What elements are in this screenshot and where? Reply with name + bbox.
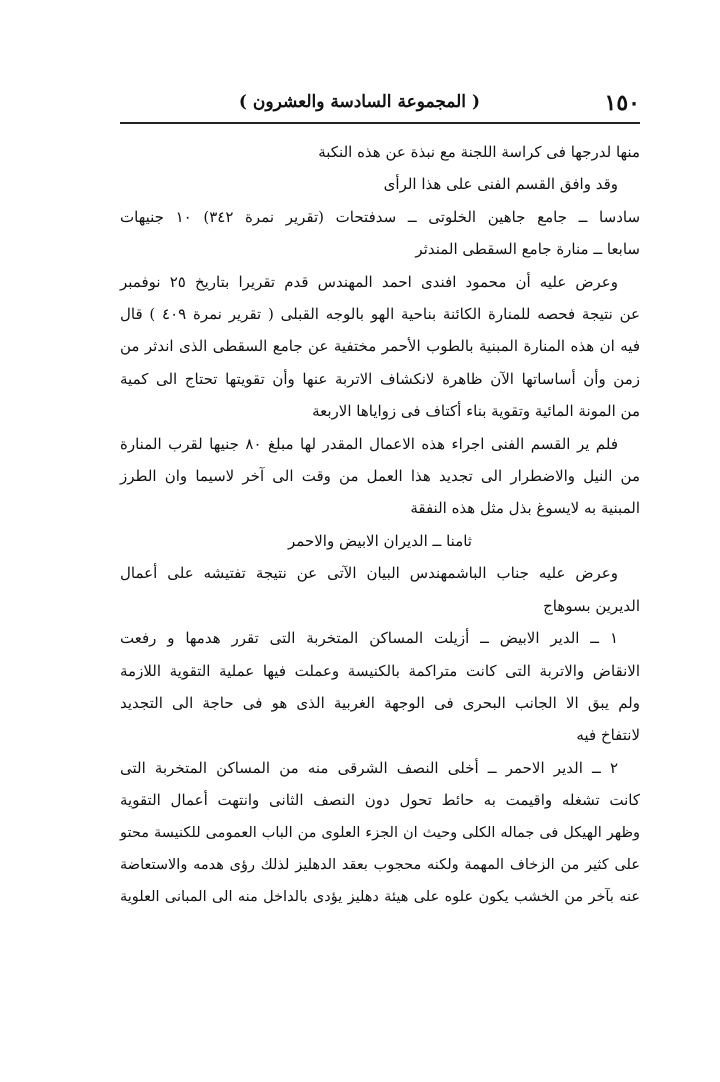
body-text xyxy=(120,136,640,914)
text-line: كانت تشغله واقيمت به حائط تحول دون النصف الثانى وانتهت أعمال التقوية xyxy=(120,791,640,810)
text-line: المبنية به لايسوغ بذل مثل هذه النفقة xyxy=(410,499,640,518)
text-line: فيه ان هذه المنارة المبنية بالطوب الأحمر مختفية عن جامع السقطى الذى اندثر من xyxy=(120,337,640,356)
running-title: ( المجموعة السادسة والعشرون ) xyxy=(238,92,480,112)
text-line: منها لدرجها فى كراسة اللجنة مع نبذة عن هذه النكبة xyxy=(318,143,640,161)
text-line: على كثير من الزخاف المهمة ولكنه محجوب بعقد الدهليز لذلك رؤى هدمه والاستعاضة xyxy=(120,856,640,873)
text-line: عن نتيجة فحصه للمنارة الكائنة بناحية الهو بالوجه القبلى ( تقرير نمرة ٤٠٩ ) قال xyxy=(120,305,640,324)
text-line: سادسا ــ جامع جاهين الخلوتى ــ سدفتحات (تقرير نمرة ٣٤٢) ١٠ جنيهات xyxy=(120,207,641,226)
text-line: من النيل والاضطرار الى تجديد هذا العمل من وقت الى آخر لاسيما وان الطرز xyxy=(120,467,640,486)
text-line: الانقاض والاتربة التى كانت متراكمة بالكنيسة وعملت فيها عملية التقوية اللازمة xyxy=(120,661,640,680)
text-line: الديرين بسوهاج xyxy=(543,596,640,615)
page-header xyxy=(120,88,640,124)
text-line: سابعا ــ منارة جامع السقطى المندثر xyxy=(415,240,640,259)
text-line: فلم ير القسم الفنى اجراء هذه الاعمال المقدر لها مبلغ ٨٠ جنيها لقرب المنارة xyxy=(120,434,618,453)
text-line: لانتفاخ فيه xyxy=(576,726,640,745)
document-page xyxy=(120,88,640,914)
text-line: وعرض عليه جناب الباشمهندس البيان الآتى عن نتيجة تفتيشه على أعمال xyxy=(120,564,618,583)
text-line: عنه بآخر من الخشب يكون علوه على هيئة دهليز يؤدى بالداخل منه الى المبانى العلوية xyxy=(120,889,640,906)
text-line: ١ ــ الدير الابيض ــ أزيلت المساكن المتخربة التى تقرر هدمها و رفعت xyxy=(120,629,618,648)
text-line: وعرض عليه أن محمود افندى احمد المهندس قدم تقريرا بتاريخ ٢٥ نوفمبر xyxy=(120,272,618,291)
text-line: ولم يبق الا الجانب البحرى فى الوجهة الغربية الذى هو فى حاجة الى التجديد xyxy=(120,693,640,712)
text-line: زمن وأن أساساتها الآن ظاهرة لانكشاف الاتربة عنها وأن تقويتها تحتاج الى كمية xyxy=(120,369,640,388)
text-line: ٢ ــ الدير الاحمر ــ أخلى النصف الشرقى منه من المساكن المتخربة التى xyxy=(120,758,618,777)
page-number: ١٥٠ xyxy=(604,90,640,116)
text-line: من المونة المائية وتقوية بناء أكتاف فى زواياها الاربعة xyxy=(312,402,640,421)
text-line: وقد وافق القسم الفنى على هذا الرأى xyxy=(383,175,618,194)
text-line: وظهر الهيكل فى جماله الكلى وحيث ان الجزء العلوى من الباب العمومى للكنيسة محتو xyxy=(120,824,640,841)
section-heading: ثامنا ــ الديران الابيض والاحمر xyxy=(288,531,472,550)
